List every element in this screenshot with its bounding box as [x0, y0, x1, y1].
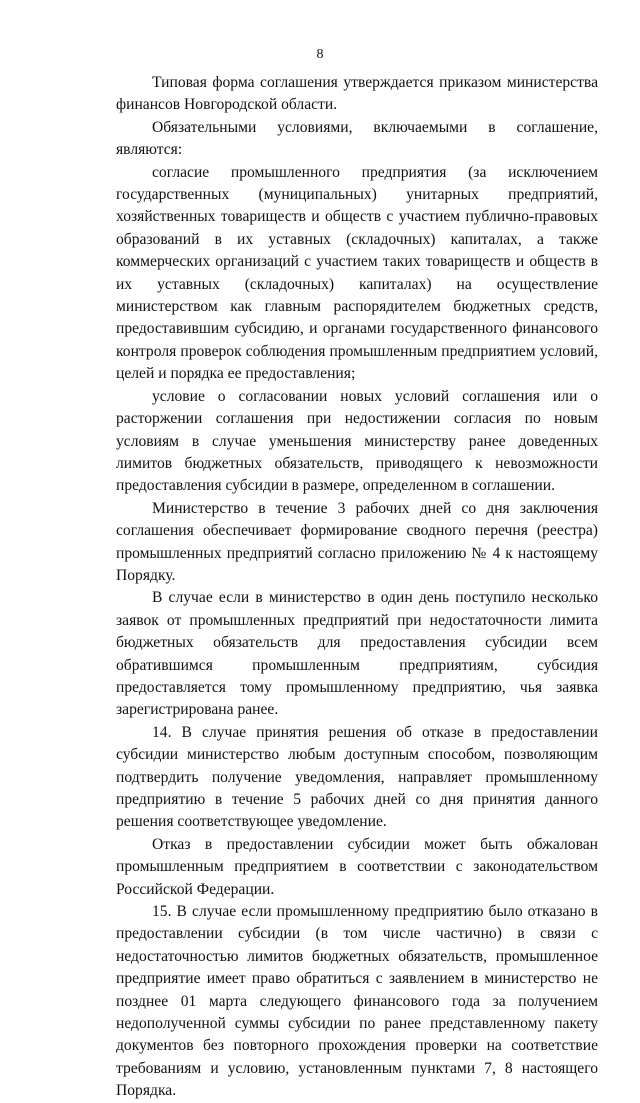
- paragraph-renegotiation-condition: условие о согласовании новых условий соглашения или о расторжении соглашения при недостижении согласия по новым условиям в случае уменьшения министерству ранее доведенных лимитов бюджетных обязательств, приводящего к невозможности предоставления субсидии в размере, определенном в соглашении.: [116, 387, 598, 495]
- paragraph-consent-to-audit: согласие промышленного предприятия (за исключением государственных (муниципальных) унитарных предприятий, хозяйственных товариществ и обществ с участием публично-правовых образований в их уставных (складочных) капиталах, а также коммерческих организаций с участием таких товариществ и обществ в их уставных (складочных) капиталах) на осуществление министерством как главным распорядителем бюджетных средств, предоставившим субсидию, и органами государственного финансового контроля проверок соблюдения промышленным предприятием условий, целей и порядка ее предоставления;: [116, 163, 598, 383]
- paragraph-same-day-applications: В случае если в министерство в один день поступило несколько заявок от промышленных предприятий при недостаточности лимита бюджетных обязательств для предоставления субсидии всем обратившимся промышленным предприятиям, субсидия предоставляется тому промышленному предприятию, чья заявка зарегистрирована ранее.: [116, 589, 598, 719]
- paragraph-item-15-reapplication: 15. В случае если промышленному предприятию было отказано в предоставлении субсидии (в том числе частично) в связи с недостаточностью лимитов бюджетных обязательств, промышленное предприятие имеет право обратиться с заявлением в министерство не позднее 01 марта следующего финансового года за получением недополученной суммы субсидии по ранее представленному пакету документов без повторного прохождения проверки на соответствие требованиям и условию, установленным пунктами 7, 8 настоящего Порядка.: [116, 903, 598, 1100]
- document-body: [116, 72, 598, 1103]
- paragraph-register-formation: Министерство в течение 3 рабочих дней со дня заключения соглашения обеспечивает формирование сводного перечня (реестра) промышленных предприятий согласно приложению № 4 к настоящему Порядку.: [116, 499, 598, 584]
- page-number: 8: [316, 47, 324, 62]
- paragraph-refusal-appeal: Отказ в предоставлении субсидии может быть обжалован промышленным предприятием в соответствии с законодательством Российской Федерации.: [116, 835, 598, 898]
- paragraph-item-14-refusal-notice: 14. В случае принятия решения об отказе в предоставлении субсидии министерство любым доступным способом, позволяющим подтвердить получение уведомления, направляет промышленному предприятию в течение 5 рабочих дней со дня принятия данного решения соответствующее уведомление.: [116, 723, 598, 831]
- paragraph-mandatory-conditions: Обязательными условиями, включаемыми в соглашение, являются:: [116, 118, 598, 159]
- paragraph-standard-form: Типовая форма соглашения утверждается приказом министерства финансов Новгородской области.: [116, 74, 598, 114]
